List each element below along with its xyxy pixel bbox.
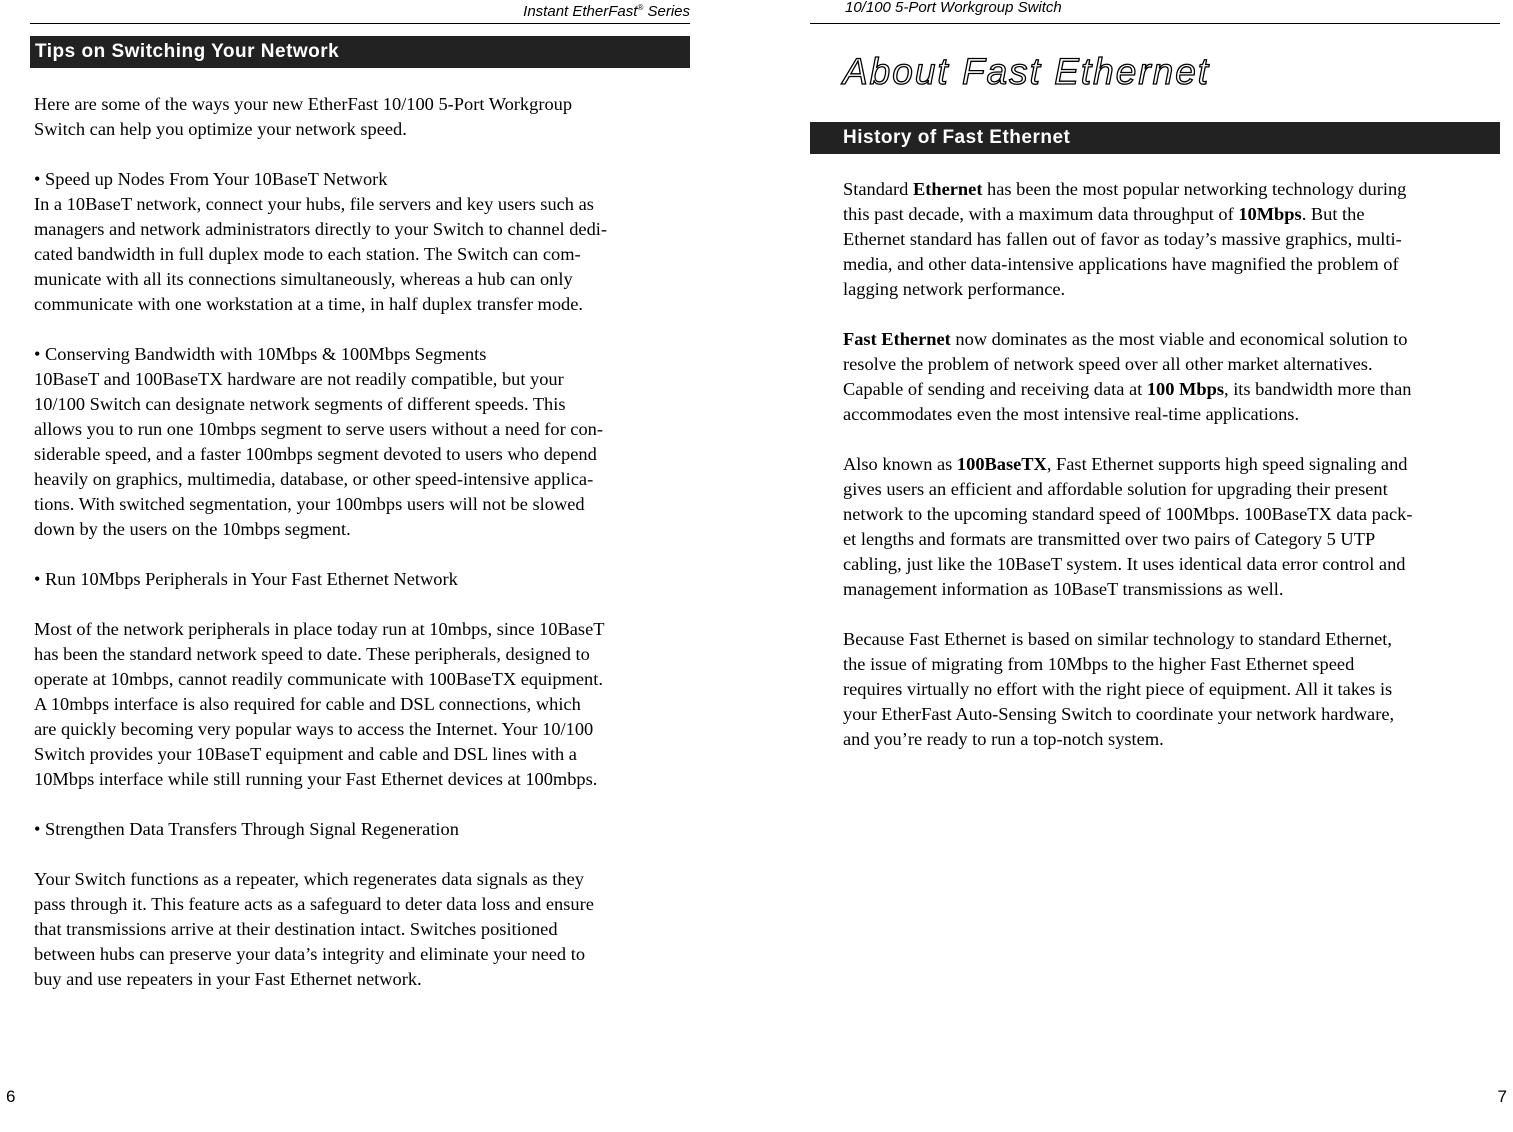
text-line: [843, 177, 1508, 202]
text-line: [843, 527, 1508, 552]
text-run: , Fast Ethernet supports high speed signaling and: [1046, 454, 1408, 474]
text-line: managers and network administrators directly to your Switch to channel dedi-: [34, 219, 608, 239]
section-heading: History of Fast Ethernet: [810, 122, 1500, 154]
bold-term: Fast Ethernet: [843, 329, 951, 349]
text-line: [843, 202, 1508, 227]
text-run: accommodates even the most intensive real-time applications.: [843, 404, 1300, 424]
text-line: siderable speed, and a faster 100mbps segment devoted to users who depend: [34, 444, 597, 464]
text-line: [843, 227, 1508, 252]
text-line: cated bandwidth in full duplex mode to each station. The Switch can com-: [34, 244, 581, 264]
text-run: , its bandwidth more than: [1224, 379, 1412, 399]
header-rule: [810, 23, 1500, 24]
text-line: In a 10BaseT network, connect your hubs, file servers and key users such as: [34, 194, 594, 214]
text-line: [843, 652, 1508, 677]
text-line: [843, 552, 1508, 577]
header-rule: [30, 23, 690, 24]
text-line: [843, 502, 1508, 527]
text-line: heavily on graphics, multimedia, database, or other speed-intensive applica-: [34, 469, 594, 489]
text-run: has been the most popular networking technology during: [982, 179, 1407, 199]
text-line: [843, 727, 1508, 752]
text-line: [843, 677, 1508, 702]
text-line: • Speed up Nodes From Your 10BaseT Network: [34, 169, 388, 189]
text-run: Ethernet standard has fallen out of favor as today’s massive graphics, multi-: [843, 229, 1402, 249]
paragraph-gap: [843, 427, 1508, 452]
text-line: are quickly becoming very popular ways to access the Internet. Your 10/100: [34, 719, 594, 739]
text-run: now dominates as the most viable and economical solution to: [950, 329, 1408, 349]
text-line: operate at 10mbps, cannot readily communicate with 100BaseTX equipment.: [34, 669, 603, 689]
text-line: • Run 10Mbps Peripherals in Your Fast Ethernet Network: [34, 569, 458, 589]
body-text: [843, 177, 1508, 752]
text-line: communicate with one workstation at a time, in half duplex transfer mode.: [34, 294, 584, 314]
running-head: 10/100 5-Port Workgroup Switch: [845, 0, 1062, 16]
bold-term: 10Mbps: [1238, 204, 1302, 224]
text-line: Here are some of the ways your new EtherFast 10/100 5-Port Workgroup: [34, 94, 573, 114]
running-head: [523, 0, 690, 20]
paragraph-gap: [843, 302, 1508, 327]
text-line: pass through it. This feature acts as a safeguard to deter data loss and ensure: [34, 894, 594, 914]
text-line: [843, 477, 1508, 502]
text-line: [843, 577, 1508, 602]
body-text: [34, 92, 694, 992]
text-run: your EtherFast Auto-Sensing Switch to coordinate your network hardware,: [843, 704, 1395, 724]
registered-mark: ®: [637, 3, 644, 12]
running-head-brand: Instant EtherFast: [523, 3, 638, 20]
chapter-title: About Fast Ethernet: [843, 51, 1211, 92]
text-line: buy and use repeaters in your Fast Ethernet network.: [34, 969, 422, 989]
text-run: . But the: [1301, 204, 1365, 224]
text-run: Also known as: [843, 454, 957, 474]
text-line: between hubs can preserve your data’s integrity and eliminate your need to: [34, 944, 586, 964]
text-line: [843, 452, 1508, 477]
page-number: 6: [6, 1087, 16, 1106]
text-line: [843, 402, 1508, 427]
left-page: [0, 0, 700, 1132]
paragraph-gap: [34, 592, 694, 617]
text-line: A 10mbps interface is also required for cable and DSL connections, which: [34, 694, 581, 714]
paragraph-gap: [34, 542, 694, 567]
text-run: cabling, just like the 10BaseT system. It uses identical data error control and: [843, 554, 1406, 574]
section-heading: Tips on Switching Your Network: [30, 36, 690, 68]
text-run: the issue of migrating from 10Mbps to the higher Fast Ethernet speed: [843, 654, 1355, 674]
text-line: 10Mbps interface while still running your Fast Ethernet devices at 100mbps.: [34, 769, 598, 789]
text-line: [843, 702, 1508, 727]
text-line: allows you to run one 10mbps segment to serve users without a need for con-: [34, 419, 603, 439]
text-run: et lengths and formats are transmitted over two pairs of Category 5 UTP: [843, 529, 1376, 549]
text-line: [843, 627, 1508, 652]
paragraph-gap: [843, 602, 1508, 627]
text-line: that transmissions arrive at their destination intact. Switches positioned: [34, 919, 558, 939]
text-run: Capable of sending and receiving data at: [843, 379, 1147, 399]
text-line: [843, 327, 1508, 352]
page-number: 7: [1497, 1087, 1507, 1106]
running-head-series: Series: [643, 3, 690, 20]
text-run: and you’re ready to run a top-notch system.: [843, 729, 1164, 749]
bold-term: 100BaseTX: [956, 454, 1047, 474]
text-line: down by the users on the 10mbps segment.: [34, 519, 351, 539]
text-line: [843, 277, 1508, 302]
paragraph-gap: [34, 317, 694, 342]
text-run: lagging network performance.: [843, 279, 1066, 299]
text-run: network to the upcoming standard speed of 100Mbps. 100BaseTX data pack-: [843, 504, 1413, 524]
text-line: Your Switch functions as a repeater, which regenerates data signals as they: [34, 869, 584, 889]
bold-term: 100 Mbps: [1146, 379, 1224, 399]
bold-term: Ethernet: [912, 179, 983, 199]
text-line: has been the standard network speed to date. These peripherals, designed to: [34, 644, 590, 664]
text-line: Most of the network peripherals in place today run at 10mbps, since 10BaseT: [34, 619, 605, 639]
text-run: resolve the problem of network speed over all other market alternatives.: [843, 354, 1373, 374]
paragraph-gap: [34, 842, 694, 867]
paragraph-gap: [34, 142, 694, 167]
text-run: management information as 10BaseT transmissions as well.: [843, 579, 1284, 599]
text-run: Standard: [843, 179, 913, 199]
text-line: [843, 352, 1508, 377]
text-run: media, and other data-intensive applications have magnified the problem of: [843, 254, 1399, 274]
text-line: tions. With switched segmentation, your 100mbps users will not be slowed: [34, 494, 585, 514]
right-page: [810, 0, 1513, 1132]
text-line: • Strengthen Data Transfers Through Signal Regeneration: [34, 819, 459, 839]
text-line: 10BaseT and 100BaseTX hardware are not readily compatible, but your: [34, 369, 564, 389]
text-line: municate with all its connections simultaneously, whereas a hub can only: [34, 269, 573, 289]
text-run: gives users an efficient and affordable solution for upgrading their present: [843, 479, 1388, 499]
text-line: [843, 252, 1508, 277]
text-line: [843, 377, 1508, 402]
text-run: requires virtually no effort with the right piece of equipment. All it takes is: [843, 679, 1393, 699]
paragraph-gap: [34, 792, 694, 817]
text-line: • Conserving Bandwidth with 10Mbps & 100Mbps Segments: [34, 344, 487, 364]
text-line: Switch can help you optimize your network speed.: [34, 119, 407, 139]
text-line: Switch provides your 10BaseT equipment and cable and DSL lines with a: [34, 744, 577, 764]
text-run: Because Fast Ethernet is based on similar technology to standard Ethernet,: [843, 629, 1393, 649]
text-run: this past decade, with a maximum data throughput of: [843, 204, 1239, 224]
text-line: 10/100 Switch can designate network segments of different speeds. This: [34, 394, 566, 414]
